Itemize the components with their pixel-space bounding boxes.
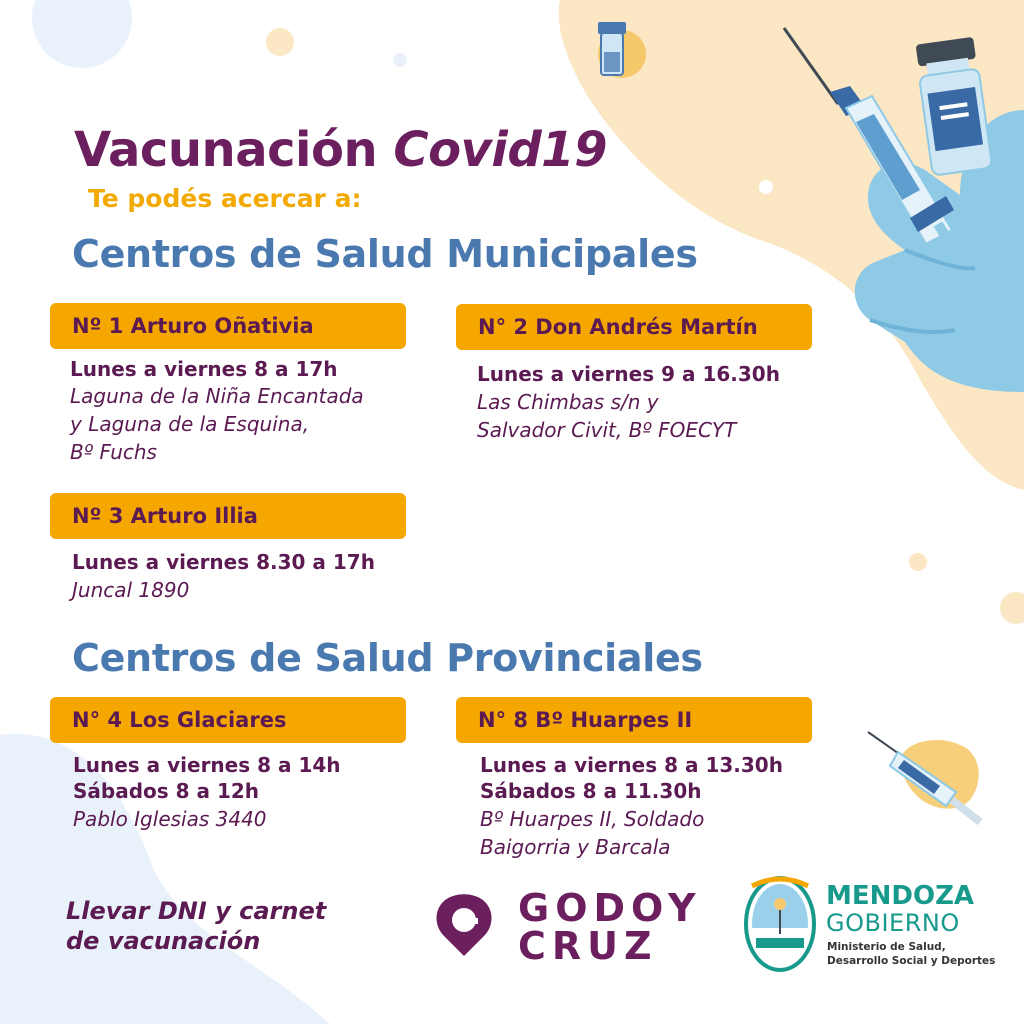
mendoza-title: MENDOZA — [826, 881, 975, 911]
title-main: Vacunación — [74, 122, 378, 178]
note-line: Llevar DNI y carnet — [66, 897, 327, 925]
mendoza-seal-icon — [744, 876, 816, 972]
mendoza-ministry-line: Ministerio de Salud, — [827, 941, 946, 953]
center-8-hours: Lunes a viernes 8 a 13.30h — [480, 753, 783, 777]
center-1-hours: Lunes a viernes 8 a 17h — [70, 357, 338, 381]
center-4-address-line: Pablo Iglesias 3440 — [73, 807, 267, 831]
dot — [909, 553, 927, 571]
center-3-address-line: Juncal 1890 — [72, 578, 190, 602]
title-accent: Covid19 — [393, 122, 607, 178]
provincial-heading: Centros de Salud Provinciales — [72, 636, 703, 680]
center-4-hours: Sábados 8 a 12h — [73, 779, 260, 803]
requirements-note — [66, 896, 326, 956]
center-1-address-line: y Laguna de la Esquina, — [70, 412, 310, 436]
dot — [1000, 592, 1024, 624]
center-8-address-line: Bº Huarpes II, Soldado — [480, 807, 705, 831]
center-1-address-line: Bº Fuchs — [70, 440, 157, 464]
center-2-name: N° 2 Don Andrés Martín — [456, 304, 812, 350]
center-2-address-line: Las Chimbas s/n y — [477, 390, 659, 414]
blue-circle-top — [32, 0, 132, 68]
center-2-hours: Lunes a viernes 9 a 16.30h — [477, 362, 780, 386]
dot — [393, 53, 407, 67]
godoy-cruz-logo-line2: CRUZ — [518, 924, 658, 968]
center-4-name: N° 4 Los Glaciares — [50, 697, 406, 743]
center-8-hours: Sábados 8 a 11.30h — [480, 779, 702, 803]
dot — [759, 180, 773, 194]
center-8-name: N° 8 Bº Huarpes II — [456, 697, 812, 743]
small-syringe-icon — [868, 732, 980, 822]
center-3-hours: Lunes a viernes 8.30 a 17h — [72, 550, 375, 574]
municipal-heading: Centros de Salud Municipales — [72, 232, 698, 276]
center-1-address-line: Laguna de la Niña Encantada — [70, 384, 364, 408]
center-8-address-line: Baigorria y Barcala — [480, 835, 671, 859]
mendoza-ministry-line: Desarrollo Social y Deportes — [827, 955, 996, 967]
page-title — [74, 122, 607, 178]
mendoza-subtitle: GOBIERNO — [826, 909, 960, 937]
godoy-cruz-logo-icon — [434, 892, 494, 958]
subtitle: Te podés acercar a: — [88, 184, 362, 213]
note-line: de vacunación — [66, 927, 261, 955]
center-1-name: Nº 1 Arturo Oñativia — [50, 303, 406, 349]
center-3-name: Nº 3 Arturo Illia — [50, 493, 406, 539]
center-2-address-line: Salvador Civit, Bº FOECYT — [477, 418, 737, 442]
dot — [266, 28, 294, 56]
center-4-hours: Lunes a viernes 8 a 14h — [73, 753, 341, 777]
godoy-cruz-logo-line1: GODOY — [518, 886, 702, 930]
